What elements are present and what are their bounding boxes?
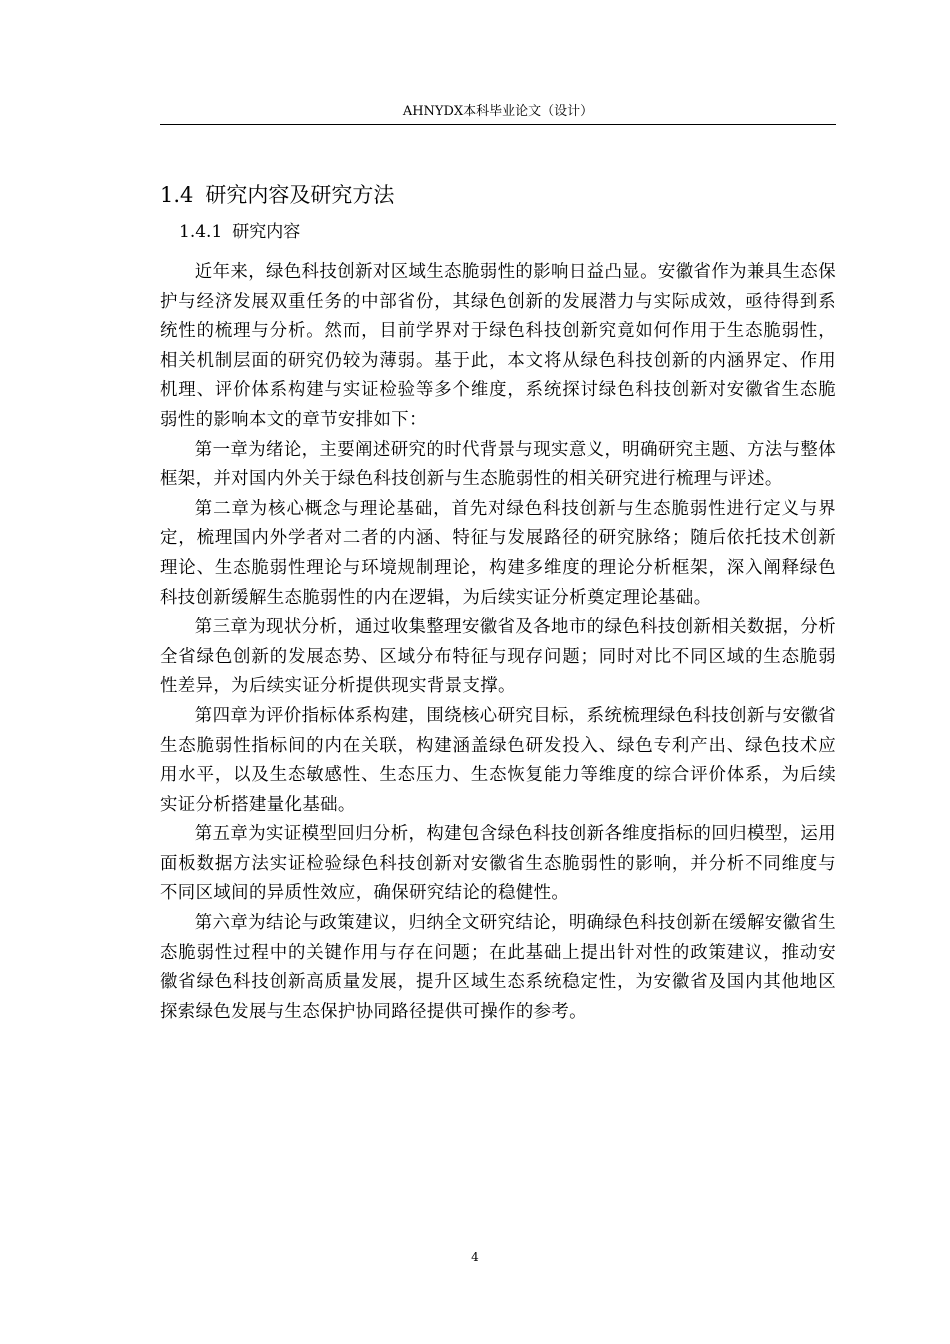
paragraph-chapter-5: 第五章为实证模型回归分析，构建包含绿色科技创新各维度指标的回归模型，运用面板数据方法实证检验绿色科技创新对安徽省生态脆弱性的影响，并分析不同维度与不同区域间的异质性效应，确保研究结论的稳健性。: [160, 824, 836, 904]
section-title: [160, 181, 394, 209]
subsection-title-text: 研究内容: [232, 222, 301, 242]
subsection-number: 1.4.1: [179, 222, 223, 242]
paragraph-chapter-2: 第二章为核心概念与理论基础，首先对绿色科技创新与生态脆弱性进行定义与界定，梳理国内外学者对二者的内涵、特征与发展路径的研究脉络；随后依托技术创新理论、生态脆弱性理论与环境规制理论，构建多维度的理论分析框架，深入阐释绿色科技创新缓解生态脆弱性的内在逻辑，为后续实证分析奠定理论基础。: [160, 498, 836, 608]
body-text: [160, 258, 836, 1027]
section-number: 1.4: [160, 183, 194, 207]
paragraph-chapter-4: 第四章为评价指标体系构建，围绕核心研究目标，系统梳理绿色科技创新与安徽省生态脆弱性指标间的内在关联，构建涵盖绿色研发投入、绿色专利产出、绿色技术应用水平，以及生态敏感性、生态压力、生态恢复能力等维度的综合评价体系，为后续实证分析搭建量化基础。: [160, 705, 836, 815]
header-rule: [160, 124, 836, 125]
paragraph-chapter-6: 第六章为结论与政策建议，归纳全文研究结论，明确绿色科技创新在缓解安徽省生态脆弱性过程中的关键作用与存在问题；在此基础上提出针对性的政策建议，推动安徽省绿色科技创新高质量发展，提升区域生态系统稳定性，为安徽省及国内其他地区探索绿色发展与生态保护协同路径提供可操作的参考。: [160, 913, 836, 1022]
page-number: 4: [471, 1250, 479, 1264]
paragraph-chapter-3: 第三章为现状分析，通过收集整理安徽省及各地市的绿色科技创新相关数据，分析全省绿色创新的发展态势、区域分布特征与现存问题；同时对比不同区域的生态脆弱性差异，为后续实证分析提供现实背景支撑。: [160, 617, 836, 697]
paragraph-chapter-1: 第一章为绪论，主要阐述研究的时代背景与现实意义，明确研究主题、方法与整体框架，并对国内外关于绿色科技创新与生态脆弱性的相关研究进行梳理与评述。: [160, 439, 836, 490]
section-title-text: 研究内容及研究方法: [205, 183, 395, 207]
page-header: AHNYDX本科毕业论文（设计）: [402, 104, 594, 119]
paragraph-intro: 近年来，绿色科技创新对区域生态脆弱性的影响日益凸显。安徽省作为兼具生态保护与经济发展双重任务的中部省份，其绿色创新的发展潜力与实际成效，亟待得到系统性的梳理与分析。然而，目前学界对于绿色科技创新究竟如何作用于生态脆弱性，相关机制层面的研究仍较为薄弱。基于此，本文将从绿色科技创新的内涵界定、作用机理、评价体系构建与实证检验等多个维度，系统探讨绿色科技创新对安徽省生态脆弱性的影响本文的章节安排如下：: [160, 262, 836, 430]
subsection-title: [179, 220, 300, 244]
